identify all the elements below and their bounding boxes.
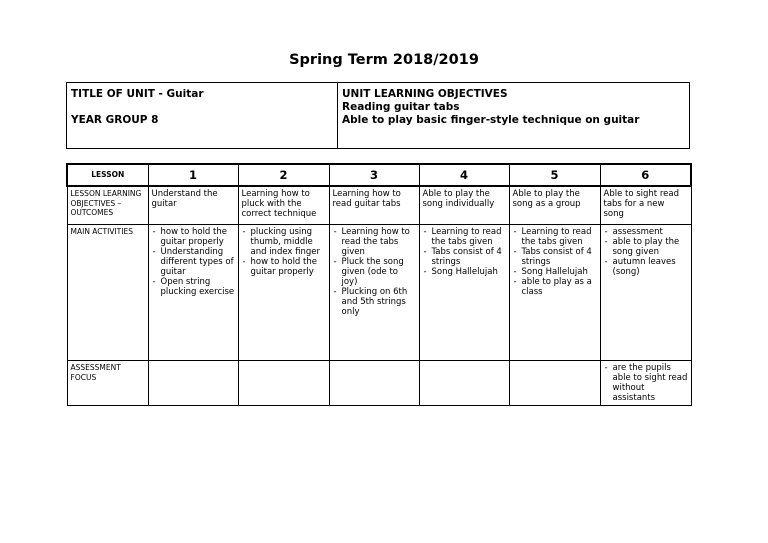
lesson-number-row: [67, 164, 691, 186]
activities-cell: [419, 225, 509, 361]
lesson-number: 1: [148, 164, 238, 186]
activities-list: [513, 227, 597, 297]
activities-list: [423, 227, 506, 277]
activity-item: - how to hold the guitar properly: [152, 227, 235, 247]
activity-item: - Tabs consist of 4 strings: [513, 247, 597, 267]
assessment-cell: [148, 361, 238, 406]
lesson-objective-cell: Learning how to read guitar tabs: [329, 186, 419, 225]
assessment-cell: [419, 361, 509, 406]
page-title: Spring Term 2018/2019: [289, 52, 479, 68]
lesson-number: 3: [329, 164, 419, 186]
activities-cell: [148, 225, 238, 361]
lesson-objective-cell: Learning how to pluck with the correct technique: [238, 186, 329, 225]
unit-objectives-cell: [338, 83, 690, 149]
assessment-focus-row: [67, 361, 691, 406]
activities-list: [604, 227, 688, 277]
objectives-heading: UNIT LEARNING OBJECTIVES: [342, 88, 508, 100]
main-activities-row: [67, 225, 691, 361]
lesson-objective-cell: Understand the guitar: [148, 186, 238, 225]
activity-item: - able to play the song given: [604, 237, 688, 257]
activity-item: - Song Hallelujah: [423, 267, 506, 277]
activities-list: [152, 227, 235, 297]
lesson-number: 2: [238, 164, 329, 186]
activity-item: - able to play as a class: [513, 277, 597, 297]
activities-list: [242, 227, 326, 277]
unit-info-cell: [67, 83, 338, 149]
assessment-item: - are the pupils able to sight read without assistants: [604, 363, 688, 403]
activity-item: - how to hold the guitar properly: [242, 257, 326, 277]
lesson-plan-table: [66, 163, 692, 406]
lesson-objective-cell: Able to play the song individually: [419, 186, 509, 225]
unit-title: TITLE OF UNIT - Guitar: [71, 88, 204, 100]
assessment-cell: [509, 361, 600, 406]
row-label-activities: MAIN ACTIVITIES: [67, 225, 148, 361]
objective-item: Able to play basic finger-style technique on guitar: [342, 114, 640, 126]
unit-header-table: [66, 82, 690, 149]
year-group: YEAR GROUP 8: [71, 114, 159, 126]
assessment-cell: [600, 361, 691, 406]
activity-item: - Learning to read the tabs given: [423, 227, 506, 247]
row-label-assessment: ASSESSMENT FOCUS: [67, 361, 148, 406]
activity-item: - Pluck the song given (ode to joy): [333, 257, 416, 287]
activity-item: - Understanding different types of guitar: [152, 247, 235, 277]
activities-cell: [600, 225, 691, 361]
activity-item: - Song Hallelujah: [513, 267, 597, 277]
assessment-cell: [238, 361, 329, 406]
activity-item: - assessment: [604, 227, 688, 237]
unit-header-row: [67, 83, 690, 149]
lesson-objectives-row: [67, 186, 691, 225]
activities-cell: [329, 225, 419, 361]
objective-item: Reading guitar tabs: [342, 101, 460, 113]
assessment-list: [604, 363, 688, 403]
lesson-objective-cell: Able to play the song as a group: [509, 186, 600, 225]
lesson-number: 5: [509, 164, 600, 186]
activities-list: [333, 227, 416, 317]
lesson-objective-cell: Able to sight read tabs for a new song: [600, 186, 691, 225]
activity-item: - plucking using thumb, middle and index finger: [242, 227, 326, 257]
activity-item: - Learning how to read the tabs given: [333, 227, 416, 257]
activities-cell: [238, 225, 329, 361]
activities-cell: [509, 225, 600, 361]
activity-item: - Plucking on 6th and 5th strings only: [333, 287, 416, 317]
lesson-header-label: LESSON: [67, 164, 148, 186]
lesson-number: 4: [419, 164, 509, 186]
activity-item: - Tabs consist of 4 strings: [423, 247, 506, 267]
lesson-number: 6: [600, 164, 691, 186]
activity-item: - autumn leaves (song): [604, 257, 688, 277]
activity-item: - Open string plucking exercise: [152, 277, 235, 297]
activity-item: - Learning to read the tabs given: [513, 227, 597, 247]
row-label-objectives: LESSON LEARNING OBJECTIVES – OUTCOMES: [67, 186, 148, 225]
assessment-cell: [329, 361, 419, 406]
